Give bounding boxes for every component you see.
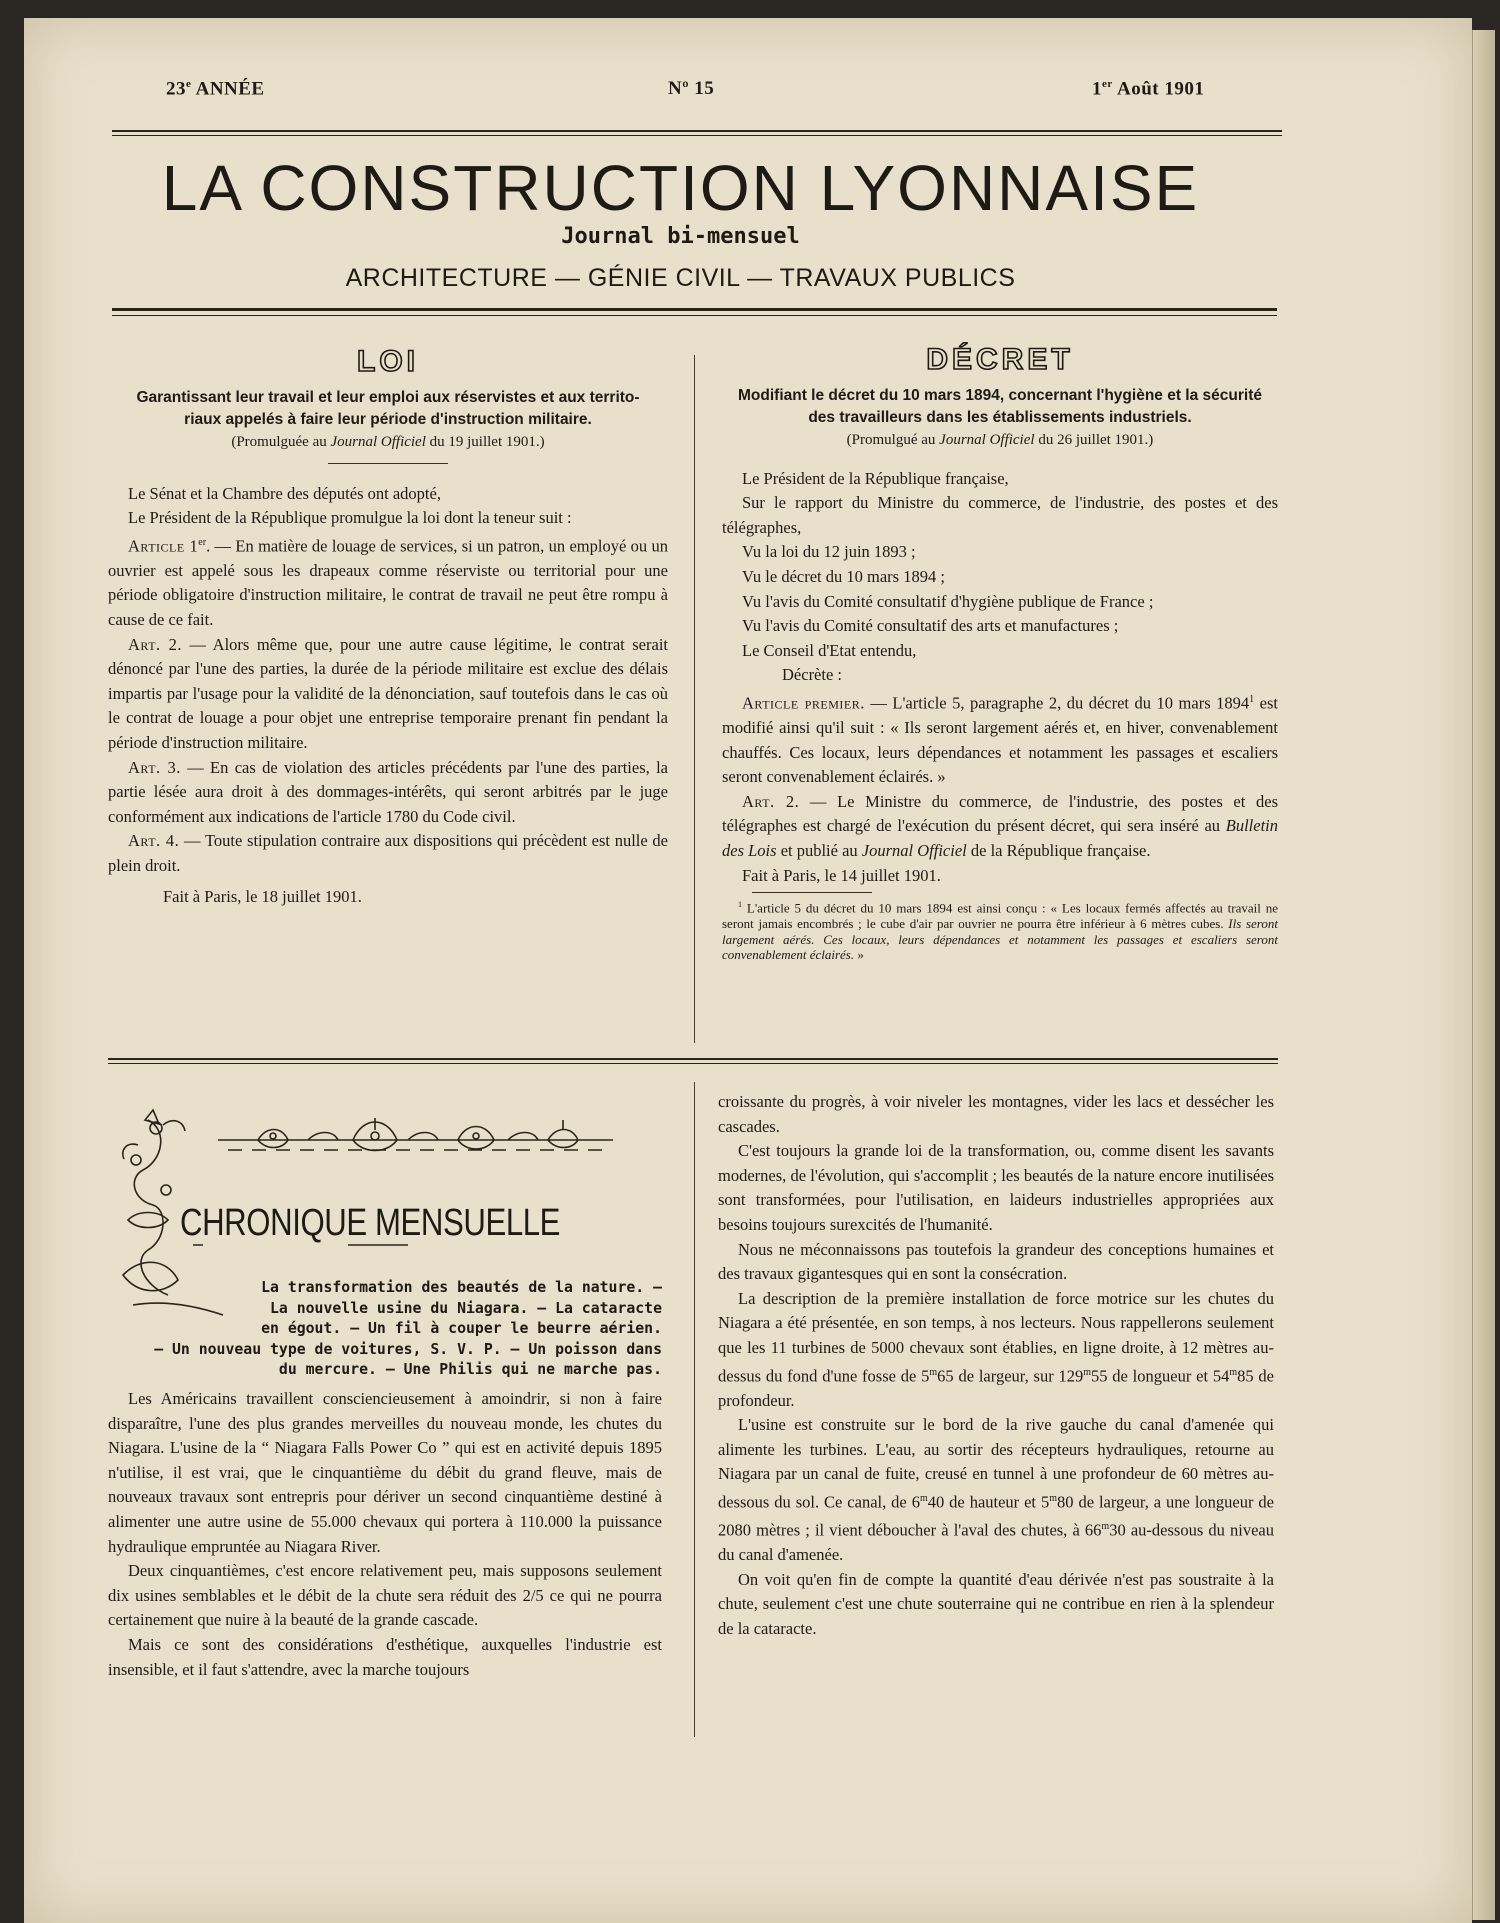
chronique-right-para-2: C'est toujours la grande loi de la transformation, ou, comme disent les savants modernes, de l'évolution, qui s'accomplit ; les beautés de la nature encore inutilisées sont transformées, pour l'utilisation, en laideurs industrielles appropriées aux besoins toujours surexcités de l'humanité. [718,1141,1274,1234]
issue-number: Nº 15 [668,78,715,99]
loi-signature: Fait à Paris, le 18 juillet 1901. [163,886,362,906]
loi-article-3: Art. 3. — En cas de violation des articles précédents par l'une des parties, la partie lésée aura droit à des dommages-intérêts, qui seront arbitrés par le juge conformément aux indications de l'article 1780 du Code civil. [108,757,669,826]
decret-line-4: Vu le décret du 10 mars 1894 ; [742,566,945,586]
loi-subheading: Garantissant leur travail et leur emploi aux réservistes et aux territo- riaux appelés à faire leur période d'instruction militaire. [136,388,640,428]
loi-article-4: Art. 4. — Toute stipulation contraire aux dispositions qui précèdent est nulle de plein droit. [108,831,669,875]
mid-rule-thin [108,1063,1278,1064]
chronique-right-para-4: La description de la première installation de force motrice sur les chutes du Niagara a été présentée, en son temps, à nos lecteurs. Nous rappellerons seulement que les 11 turbines de 5000 chevaux sont établies, en ligne droite, à 12 mètres au-dessus du fond d'une fosse de 5$^m$65 de largeur, sur 129$^m$55 de longueur et 54$^m$85 de profondeur. [718,1288,1274,1410]
chronique-right-para-6: On voit qu'en fin de compte la quantité d'eau dérivée n'est pas soustraite à la chute, seulement c'est une chute souterraine qui ne contribue en rien à la splendeur de la cataracte. [718,1569,1274,1638]
newspaper-subtitle: Journal bi-mensuel [561,224,800,249]
decret-line-5: Vu l'avis du Comité consultatif d'hygiène publique de France ; [742,591,1154,611]
page-edge [1472,30,1495,1920]
column-divider-top [694,355,695,1043]
issue-date: 1er Août 1901 [1092,78,1205,100]
loi-promulgation: (Promulguée au Journal Officiel du 19 juillet 1901.) [231,433,545,450]
decret-heading: DÉCRET [926,343,1074,376]
header-rule-top [112,130,1282,132]
chronique-para-1: Les Américains travaillent consciencieusement à amoindrir, si non à faire disparaître, l'une des plus grandes merveilles du nouveau monde, les chutes du Niagara. L'usine de la “ Niagara Falls Power Co ” qui est en activité depuis 1895 n'utilise, il est vrai, que le cinquantième du débit du grand fleuve, mais de nouveaux travaux sont entrepris pour dériver un second cinquantième destiné à alimenter une autre usine de 55.000 chevaux qui portera à 110.000 la puissance hydraulique empruntée au Niagara River. [108,1389,662,1556]
decret-article-2: Art. 2. — Le Ministre du commerce, de l'industrie, des postes et des télégraphes est chargé de l'exécution du présent décret, qui sera inséré au Bulletin des Lois et publié au Journal Officiel de la République française. [722,791,1279,860]
decret-article [722,343,1279,963]
chronique-right-column [718,1090,1274,1642]
header-rule-bottom-thin [112,315,1277,316]
decret-footnote-rule [752,892,872,893]
loi-article [108,345,669,909]
decret-article-1: Article premier. — L'article 5, paragraphe 2, du décret du 10 mars 1894$^1$ est modifié ainsi qu'il suit : « Ils seront largement aérés et, en hiver, convenablement chauffés. Ces locaux, leurs dépendances et notamment les passages et escaliers seront convenablement éclairés. » [722,693,1278,787]
chronique-para-2: Deux cinquantièmes, c'est encore relativement peu, mais supposons seulement dix usines semblables et le débit de la chute sera réduit des 2/5 ce qui ne pourra certainement que nuire à la beauté de la grande cascade. [108,1561,662,1630]
decret-line-6: Vu l'avis du Comité consultatif des arts et manufactures ; [742,616,1119,636]
chronique-left-column [108,1387,662,1682]
decret-signature: Fait à Paris, le 14 juillet 1901. [742,865,941,885]
decret-line-1: Le Président de la République française, [742,468,1009,488]
decret-line-7: Le Conseil d'Etat entendu, [742,640,917,660]
decret-line-8: Décrète : [782,665,842,685]
decret-line-3: Vu la loi du 12 juin 1893 ; [742,542,916,562]
chronique-right-para-1: croissante du progrès, à voir niveler les montagnes, vider les lacs et dessécher les cascades. [718,1092,1274,1136]
loi-para-2: Le Président de la République promulgue la loi dont la teneur suit : [128,508,572,528]
loi-article-1: Article 1er. — En matière de louage de services, si un patron, un employé ou un ouvrier est appelé sous les drapeaux comme réserviste ou territorial pour une période obligatoire d'instruction militaire, le contrat de travail ne peut être rompu à cause de ce fait. [108,536,668,630]
mid-rule [108,1058,1278,1060]
chronique-right-para-5: L'usine est construite sur le bord de la rive gauche du canal d'amenée qui alimente les turbines. L'eau, au sortir des récepteurs hydrauliques, retourne au Niagara par un canal de fuite, creusé en tunnel à une profondeur de 60 mètres au-dessous du sol. Ce canal, de 6$^m$40 de hauteur et 5$^m$80 de largeur, a une longueur de 2080 mètres ; il vient déboucher à l'aval des chutes, à 66$^m$30 au-dessous du niveau du canal d'amenée. [718,1415,1275,1565]
column-divider-bottom [694,1082,695,1737]
newspaper-sections: ARCHITECTURE — GÉNIE CIVIL — TRAVAUX PUBLICS [345,264,1016,292]
loi-separator [328,463,448,464]
chronique-right-para-3: Nous ne méconnaissons pas toutefois la grandeur des conceptions humaines et des travaux gigantesques qui en sont la consécration. [718,1239,1274,1284]
chronique-para-3: Mais ce sont des considérations d'esthétique, auxquelles l'industrie est insensible, et il faut s'attendre, avec la marche toujours [108,1634,662,1679]
year-label: 23e ANNÉE [166,78,265,100]
header-rule-top-thin [112,135,1282,136]
decret-subheading: Modifiant le décret du 10 mars 1894, concernant l'hygiène et la sécurité des travailleurs dans les établissements industriels. [738,386,1262,426]
loi-para-1: Le Sénat et la Chambre des députés ont adopté, [128,483,441,503]
loi-heading: LOI [357,345,419,378]
decret-line-2: Sur le rapport du Ministre du commerce, de l'industrie, des postes et des télégraphes, [722,493,1278,537]
decret-footnote: $^1$ L'article 5 du décret du 10 mars 1894 est ainsi conçu : « Les locaux fermés affectés au travail ne seront jamais encombrés ; le cube d'air par ouvrier ne pourra être inférieur à 6 mètres cubes. Ils seront largement aérés. Ces locaux, leurs dépendances et notamment les passages et escaliers seront convenablement éclairés. » [722,900,1278,963]
decret-promulgation: (Promulgué au Journal Officiel du 26 juillet 1901.) [846,431,1154,448]
chronique-title: CHRONIQUE MENSUELLE [180,1202,561,1244]
loi-article-2: Art. 2. — Alors même que, pour une autre cause légitime, le contrat serait dénoncé par l'une des parties, la durée de la période militaire est exclue des délais impartis par l'usage pour la validité de la dénonciation, sauf toutefois dans le cas où le contrat de louage a pour objet une entreprise temporaire prenant fin pendant la période d'instruction militaire. [108,634,668,753]
header-rule-bottom [112,308,1277,311]
newspaper-title: LA CONSTRUCTION LYONNAISE [161,152,1200,224]
chronique-summary: La transformation des beautés de la nature. — La nouvelle usine du Niagara. — La cataracte en égout. — Un fil à couper le beurre aérien. — Un nouveau type de voitures, S. V. P. — Un poisson dans du mercure. — Une Philis qui ne marche pas. [154,1279,662,1378]
